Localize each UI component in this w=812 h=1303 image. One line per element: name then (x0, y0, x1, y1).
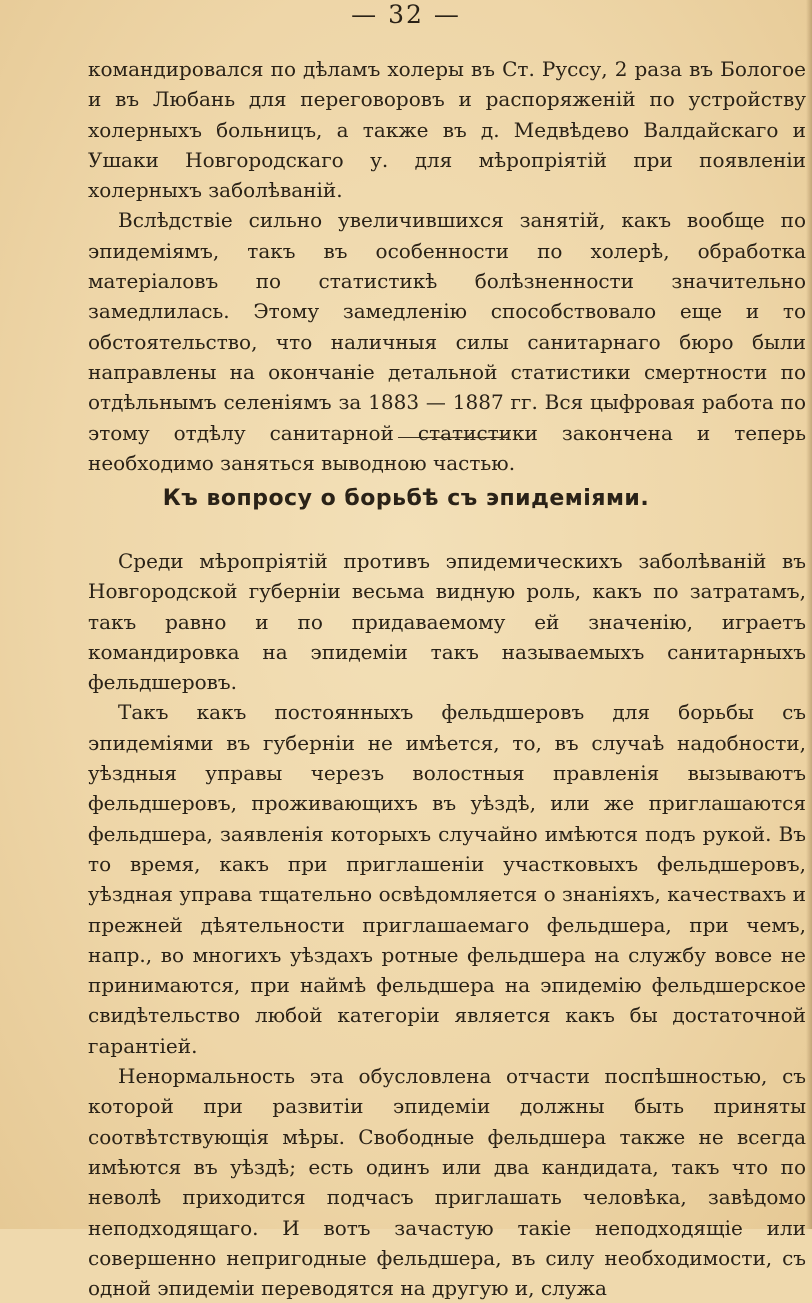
section-title: Къ вопросу о борьбѣ съ эпидеміями. (162, 486, 650, 511)
bottom-text-block (88, 546, 806, 1303)
paragraph: Среди мѣропріятій противъ эпидемическихъ заболѣваній въ Новгородской губерніи весьма видную роль, какъ по затратамъ, такъ равно и по придаваемому ей значенію, играетъ командировка на эпидеміи такъ называемыхъ санитарныхъ фельдшеровъ. (88, 549, 806, 695)
page-edge-shadow (806, 0, 812, 1229)
paragraph: командировался по дѣламъ холеры въ Ст. Руссу, 2 раза въ Бологое и въ Любань для переговоровъ и распоряженій по устройству холерныхъ больницъ, а также въ д. Медвѣдево Валдайскаго и Ушаки Новгородскаго у. для мѣропріятій при появленіи холерныхъ заболѣваній. (88, 57, 806, 203)
paragraph: Такъ какъ постоянныхъ фельдшеровъ для борьбы съ эпидеміями въ губерніи не имѣется, то, въ случаѣ надобности, уѣздныя управы черезъ волостныя правленія вызываютъ фельдшеровъ, проживающихъ въ уѣздѣ, или же приглашаются фельдшера, заявленія которыхъ случайно имѣются подъ рукой. Въ то время, какъ при приглашеніи участковыхъ фельдшеровъ, уѣздная управа тщательно освѣдомляется о знаніяхъ, качествахъ и прежней дѣятельности приглашаемаго фельдшера, при чемъ, напр., во многихъ уѣздахъ ротные фельдшера на службу вовсе не принимаются, при наймѣ фельдшера на эпидемію фельдшерское свидѣтельство любой категоріи является какъ бы достаточной гарантіей. (88, 700, 806, 1058)
paragraph: Ненормальность эта обусловлена отчасти поспѣшностью, съ которой при развитіи эпидеміи должны быть приняты соотвѣтствующія мѣры. Свободные фельдшера также не всегда имѣются въ уѣздѣ; есть одинъ или два кандидата, такъ что по неволѣ приходится подчасъ приглашать человѣка, завѣдомо неподходящаго. И вотъ зачастую такіе неподходящіе или совершенно непригодные фельдшера, въ силу необходимости, съ одной эпидеміи переводятся на другую и, служа (88, 1064, 806, 1301)
paragraph: Вслѣдствіе сильно увеличившихся занятій, какъ вообще по эпидеміямъ, такъ въ особенности по холерѣ, обработка матеріаловъ по статистикѣ болѣзненности значительно замедлилась. Этому замедленію способствовало еще и то обстоятельство, что наличныя силы санитарнаго бюро были направлены на окончаніе детальной статистики смертности по отдѣльнымъ селеніямъ за 1883 — 1887 гг. Вся цыфровая работа по этому отдѣлу санитарной статистики закончена и теперь необходимо заняться выводною частью. (88, 208, 806, 475)
section-divider (398, 437, 508, 438)
top-text-block (88, 54, 806, 478)
page-number: — 32 — (351, 0, 461, 29)
